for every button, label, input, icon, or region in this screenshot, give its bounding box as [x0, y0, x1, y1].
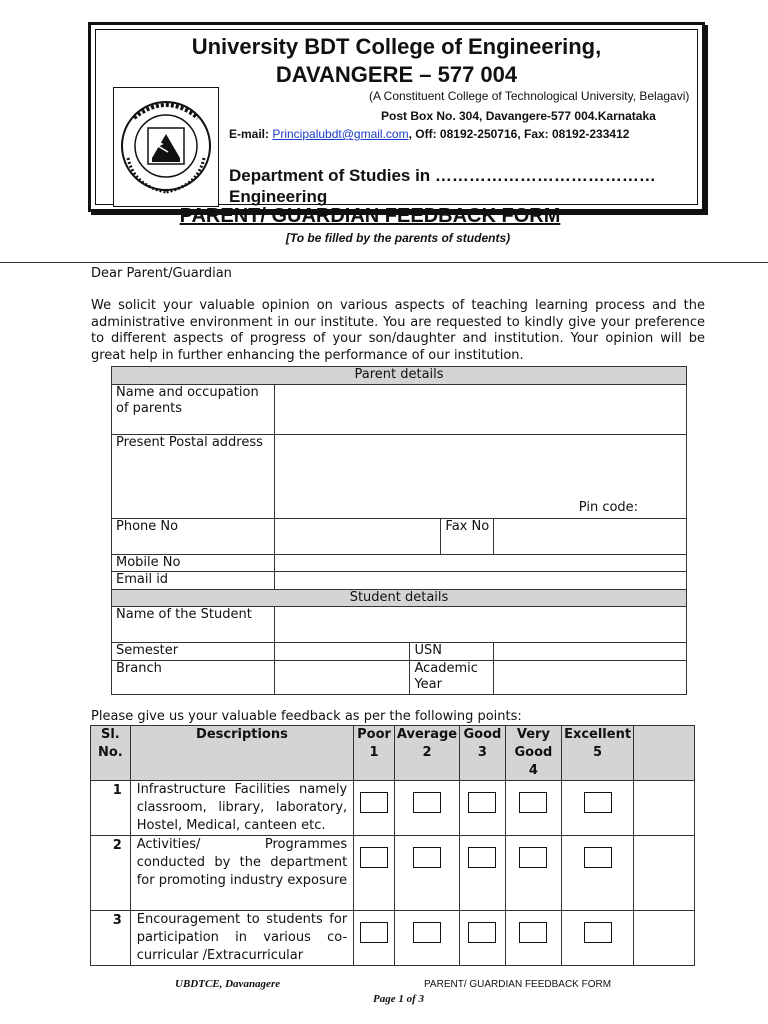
letterhead-box — [88, 22, 705, 212]
blank-cell — [634, 911, 695, 966]
mobile-field[interactable] — [274, 554, 686, 572]
poor-checkbox[interactable] — [360, 922, 388, 943]
parent-details-header: Parent details — [112, 367, 687, 385]
form-subtitle: [To be filled by the parents of students) — [285, 231, 511, 245]
phone-label: Phone No — [112, 518, 275, 554]
greeting: Dear Parent/Guardian — [91, 266, 232, 281]
email-id-label: Email id — [112, 572, 275, 590]
email-link[interactable]: Principalubdt@gmail.com — [272, 127, 409, 141]
average-checkbox[interactable] — [413, 792, 441, 813]
contact-line — [229, 127, 629, 141]
very-good-checkbox[interactable] — [519, 847, 547, 868]
intro-paragraph: We solicit your valuable opinion on various aspects of teaching learning process and the administrative environment in our institute. You are requested to kindly give your preference to different aspects of progress of your son/daughter and institution. Your opinion will be great help in further enhancing the performance of our institution. — [91, 298, 705, 363]
branch-label: Branch — [112, 660, 275, 694]
excellent-checkbox[interactable] — [584, 792, 612, 813]
row-number: 2 — [91, 836, 131, 911]
average-header: Average 2 — [394, 726, 459, 781]
excellent-checkbox[interactable] — [584, 922, 612, 943]
details-table — [111, 366, 687, 695]
good-checkbox[interactable] — [468, 792, 496, 813]
very-good-checkbox[interactable] — [519, 792, 547, 813]
feedback-row — [91, 911, 695, 966]
row-number: 3 — [91, 911, 131, 966]
poor-checkbox[interactable] — [360, 792, 388, 813]
feedback-table — [90, 725, 695, 966]
sl-no-header: Sl. No. — [91, 726, 131, 781]
fax-field[interactable] — [494, 518, 687, 554]
email-id-field[interactable] — [274, 572, 686, 590]
good-header: Good 3 — [460, 726, 506, 781]
row-description: Activities/ Programmes conducted by the department for promoting industry exposure — [130, 836, 353, 911]
phone-fax-text: , Off: 08192-250716, Fax: 08192-233412 — [408, 127, 630, 141]
email-label: E-mail: — [229, 127, 273, 141]
row-number: 1 — [91, 781, 131, 836]
academic-year-label: Academic Year — [410, 660, 494, 694]
usn-label: USN — [410, 643, 494, 661]
row-description: Infrastructure Facilities namely classroom, library, laboratory, Hostel, Medical, canteen etc. — [130, 781, 353, 836]
excellent-header: Excellent 5 — [562, 726, 634, 781]
very-good-header: Very Good 4 — [505, 726, 561, 781]
feedback-row — [91, 836, 695, 911]
student-name-label: Name of the Student — [112, 607, 275, 643]
name-occupation-label: Name and occupation of parents — [112, 384, 275, 434]
semester-label: Semester — [112, 643, 275, 661]
blank-header — [634, 726, 695, 781]
student-details-header: Student details — [112, 589, 687, 607]
feedback-row — [91, 781, 695, 836]
footer-college: UBDTCE, Davanagere — [175, 978, 281, 990]
academic-year-field[interactable] — [494, 660, 687, 694]
footer-form-title: PARENT/ GUARDIAN FEEDBACK FORM — [424, 979, 612, 990]
student-name-field[interactable] — [274, 607, 686, 643]
average-checkbox[interactable] — [413, 922, 441, 943]
row-description: Encouragement to students for participation in various co-curricular /Extracurricular — [130, 911, 353, 966]
very-good-checkbox[interactable] — [519, 922, 547, 943]
form-title: PARENT/ GUARDIAN FEEDBACK FORM — [179, 205, 561, 227]
horizontal-divider — [0, 262, 768, 263]
poor-header: Poor 1 — [354, 726, 395, 781]
page-number: Page 1 of 3 — [373, 993, 425, 1005]
excellent-checkbox[interactable] — [584, 847, 612, 868]
pin-code-label: Pin code: — [578, 499, 639, 515]
college-name-line2: DAVANGERE – 577 004 — [275, 62, 518, 87]
mobile-label: Mobile No — [112, 554, 275, 572]
college-logo — [113, 87, 219, 207]
semester-field[interactable] — [274, 643, 410, 661]
usn-field[interactable] — [494, 643, 687, 661]
postal-address-line: Post Box No. 304, Davangere-577 004.Karnataka — [381, 109, 656, 123]
college-seal-icon — [114, 88, 218, 206]
affiliation-line: (A Constituent College of Technological University, Belagavi) — [369, 89, 690, 103]
blank-cell — [634, 836, 695, 911]
feedback-prompt: Please give us your valuable feedback as per the following points: — [91, 709, 522, 724]
blank-cell — [634, 781, 695, 836]
postal-address-field[interactable] — [274, 434, 686, 518]
department-line: Department of Studies in ………………………………… Engineering — [229, 166, 656, 206]
branch-field[interactable] — [274, 660, 410, 694]
average-checkbox[interactable] — [413, 847, 441, 868]
poor-checkbox[interactable] — [360, 847, 388, 868]
good-checkbox[interactable] — [468, 922, 496, 943]
postal-address-label: Present Postal address — [112, 434, 275, 518]
good-checkbox[interactable] — [468, 847, 496, 868]
college-name-line1: University BDT College of Engineering, — [191, 34, 602, 59]
fax-label: Fax No — [441, 518, 494, 554]
phone-field[interactable] — [274, 518, 441, 554]
descriptions-header: Descriptions — [130, 726, 353, 781]
name-occupation-field[interactable] — [274, 384, 686, 434]
college-name — [91, 33, 702, 89]
